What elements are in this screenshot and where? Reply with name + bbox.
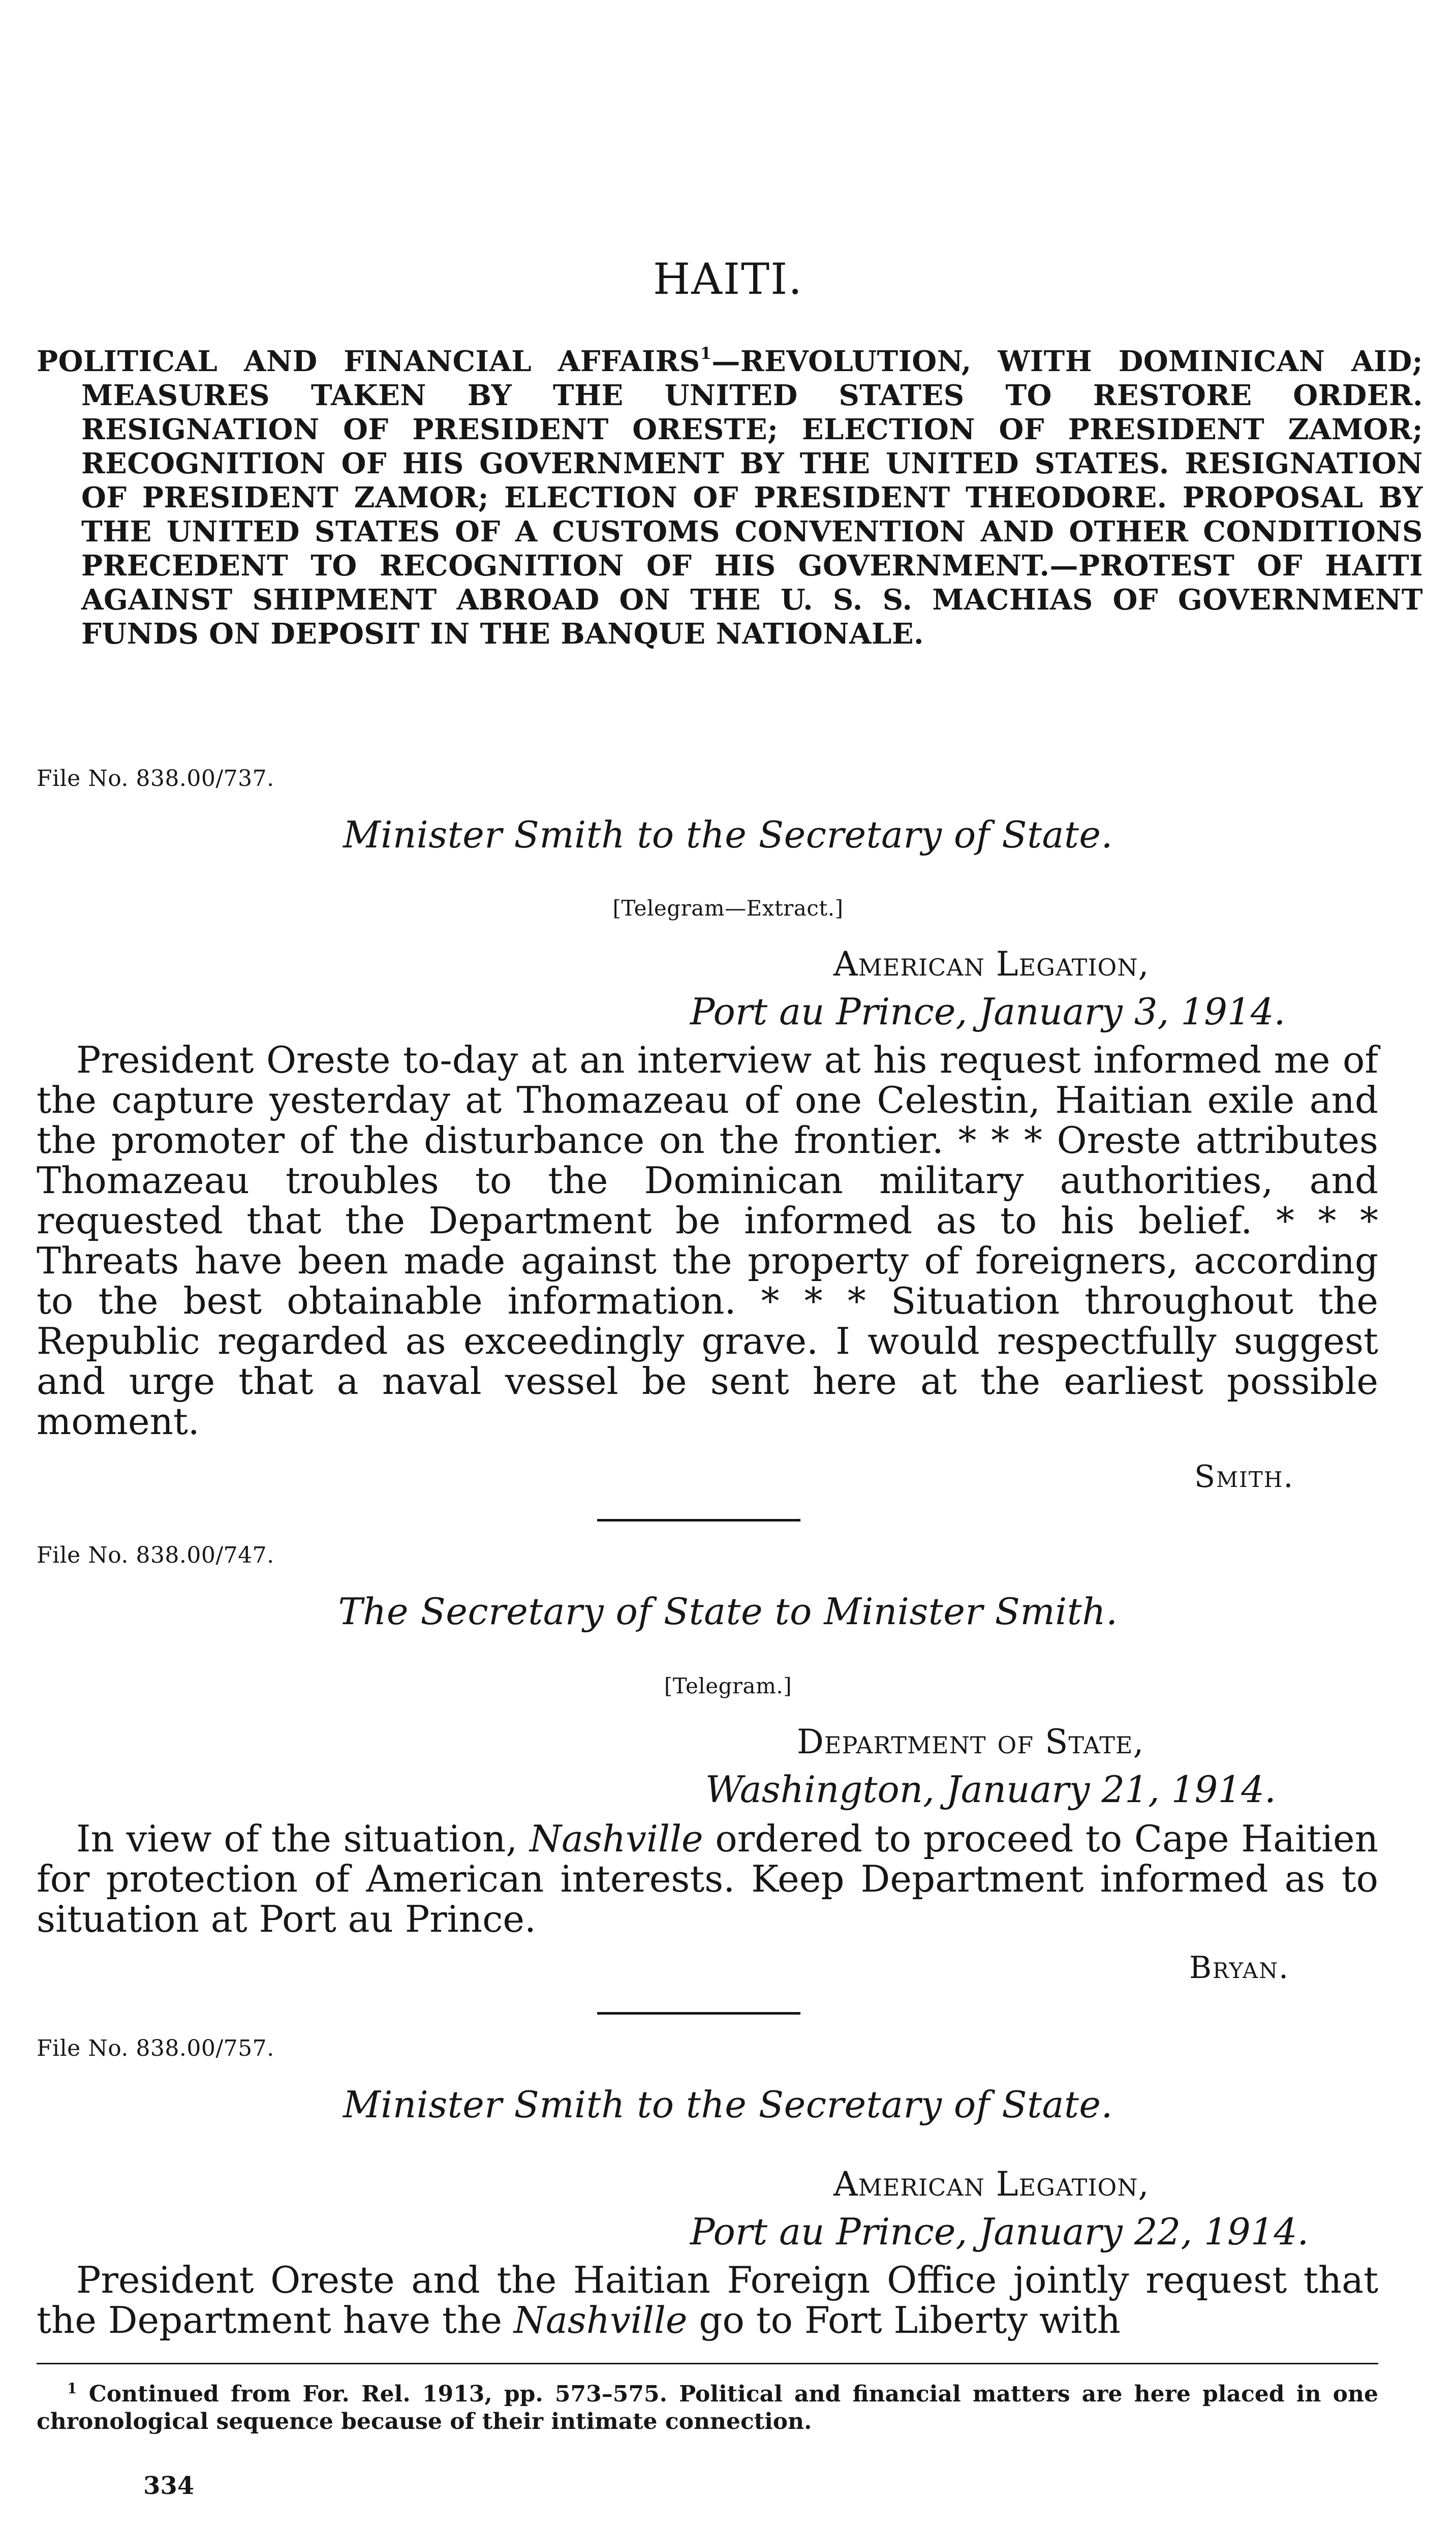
section-divider <box>597 2012 800 2015</box>
origin-line: Department of State, <box>797 1722 1144 1761</box>
subject-heading-lead: POLITICAL AND FINANCIAL AFFAIRS <box>37 345 700 378</box>
signature: Smith. <box>1194 1459 1294 1495</box>
body-paragraph <box>37 2260 1378 2340</box>
page-title: HAITI. <box>653 254 803 304</box>
telegram-body <box>37 1819 1378 1939</box>
ship-name: Nashville <box>513 2299 688 2341</box>
document-heading: Minister Smith to the Secretary of State. <box>343 2083 1113 2126</box>
footnote-marker: 1 <box>67 2380 77 2397</box>
telegram-body <box>37 2260 1378 2340</box>
place-date-line: Washington, January 21, 1914. <box>705 1768 1276 1811</box>
telegram-body <box>37 1040 1378 1442</box>
footnote <box>37 2375 1378 2436</box>
body-paragraph: President Oreste to-day at an interview at his request informed me of the capture yesterday at Thomazeau of one Celestin, Haitian exile and the promoter of the disturbance on the frontier. * * * Oreste attributes Thomazeau troubles to the Dominican military authorities, and requested that the Department be informed as to his belief. * * * Threats have been made against the property of foreigners, according to the best obtainable information. * * * Situation throughout the Republic regarded as exceedingly grave. I would respectfully suggest and urge that a naval vessel be sent here at the earliest possible moment. <box>37 1039 1378 1443</box>
document-type-note: [Telegram—Extract.] <box>612 896 844 921</box>
file-number: File No. 838.00/757. <box>37 2035 274 2061</box>
body-text-segment: go to Fort Liberty with <box>687 2299 1121 2341</box>
ship-name: Nashville <box>530 1817 703 1860</box>
document-heading: Minister Smith to the Secretary of State. <box>343 813 1113 856</box>
origin-line: American Legation, <box>833 945 1150 984</box>
subject-heading <box>37 337 1423 651</box>
file-number: File No. 838.00/737. <box>37 766 274 792</box>
footnote-text: Continued from For. Rel. 1913, pp. 573–575. Political and financial matters are here placed in one chronological sequence because of their intimate connection. <box>37 2381 1378 2434</box>
body-paragraph <box>37 1819 1378 1939</box>
file-number: File No. 838.00/747. <box>37 1542 274 1568</box>
footnote-reference: 1 <box>700 344 712 363</box>
body-text-segment: President Oreste and the Haitian Foreign Office jointly request that the Department have the <box>37 2259 1378 2341</box>
document-heading: The Secretary of State to Minister Smith. <box>338 1590 1118 1633</box>
signature: Bryan. <box>1189 1950 1290 1986</box>
place-date-line: Port au Prince, January 22, 1914. <box>690 2210 1309 2253</box>
footnote-divider <box>37 2363 1378 2364</box>
section-divider <box>597 1519 800 1521</box>
origin-line: American Legation, <box>833 2165 1150 2204</box>
body-text-segment: ordered to proceed to Cape Haitien for protection of American interests. Keep Department informed as to situation at Port au Prince. <box>37 1817 1378 1940</box>
document-type-note: [Telegram.] <box>664 1673 792 1698</box>
page-number: 334 <box>143 2472 195 2500</box>
body-text-segment: In view of the situation, <box>76 1817 530 1860</box>
place-date-line: Port au Prince, January 3, 1914. <box>690 990 1286 1033</box>
subject-heading-rest: —REVOLUTION, WITH DOMINICAN AID; MEASURES TAKEN BY THE UNITED STATES TO RESTORE ORDER. RESIGNATION OF PRESIDENT ORESTE; ELECTION OF PRESIDENT ZAMOR; RECOGNITION OF HIS GOVERNMENT BY THE UNITED STATES. RESIGNATION OF PRESIDENT ZAMOR; ELECTION OF PRESIDENT THEODORE. PROPOSAL BY THE UNITED STATES OF A CUSTOMS CONVENTION AND OTHER CONDITIONS PRECEDENT TO RECOGNITION OF HIS GOVERNMENT.—PROTEST OF HAITI AGAINST SHIPMENT ABROAD ON THE U. S. S. MACHIAS OF GOVERNMENT FUNDS ON DEPOSIT IN THE BANQUE NATIONALE. <box>81 345 1423 651</box>
